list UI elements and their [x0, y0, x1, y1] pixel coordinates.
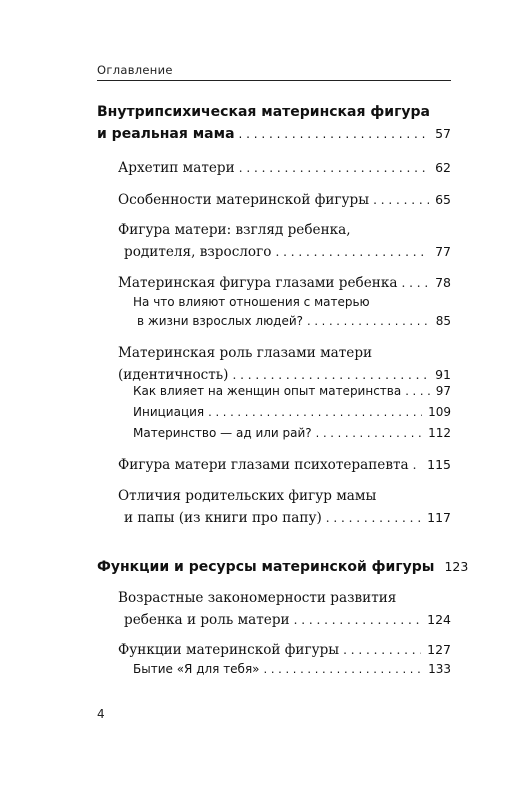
- toc-entry[interactable]: [118, 189, 451, 211]
- toc-entry[interactable]: [118, 639, 451, 661]
- toc-entry-title-line: Внутрипсихическая материнская фигура: [97, 104, 430, 120]
- dot-leader: [307, 312, 430, 331]
- toc-entry[interactable]: [118, 486, 451, 529]
- dot-leader: [264, 660, 423, 679]
- toc-page-number: 112: [428, 426, 451, 440]
- toc-entry-title-line: Фигура матери: взгляд ребенка,: [118, 222, 351, 238]
- toc-entry[interactable]: [133, 403, 451, 422]
- toc-entry[interactable]: [118, 157, 451, 179]
- toc-entry-title-line: родителя, взрослого: [124, 244, 272, 260]
- toc-entry-title-line: Особенности материнской фигуры: [118, 192, 370, 208]
- toc-page-number: 124: [427, 612, 451, 627]
- dot-leader: [208, 403, 422, 422]
- dot-leader: [405, 382, 430, 401]
- dot-leader: [316, 424, 422, 443]
- toc-entry-title-line: Фигура матери глазами психотерапевта: [118, 457, 409, 473]
- toc-page-number: 78: [435, 275, 451, 290]
- dot-leader: [413, 455, 422, 476]
- toc-entry-title-line: Отличия родительских фигур мамы: [118, 488, 377, 504]
- toc-entry[interactable]: [118, 588, 451, 631]
- toc-entry[interactable]: [133, 382, 451, 401]
- toc-entry[interactable]: [97, 102, 451, 145]
- toc-page-number: 85: [435, 314, 451, 328]
- toc-page-number: 65: [435, 192, 451, 207]
- toc-entry[interactable]: [133, 660, 451, 679]
- toc-entry-title-line: Функции и ресурсы материнской фигуры: [97, 559, 435, 575]
- toc-entry[interactable]: [133, 424, 451, 443]
- toc-page-number: 57: [435, 126, 451, 141]
- toc-page-number: 62: [435, 160, 451, 175]
- dot-leader: [239, 124, 430, 145]
- toc-entry[interactable]: [97, 556, 469, 578]
- toc-entry-title-line: ребенка и роль матери: [124, 612, 290, 628]
- toc-entry-title-line: в жизни взрослых людей?: [137, 314, 304, 328]
- toc-entry-title-line: Функции материнской фигуры: [118, 642, 340, 658]
- dot-leader: [373, 190, 429, 211]
- toc-entry-title-line: Материнская роль глазами матери: [118, 345, 373, 361]
- toc-page-number: 97: [435, 384, 451, 398]
- toc-entry-title-line: и папы (из книги про папу): [124, 510, 322, 526]
- toc-page-number: 91: [435, 367, 451, 382]
- dot-leader: [294, 610, 422, 631]
- toc-entry-title-line: (идентичность): [118, 367, 229, 383]
- dot-leader: [326, 508, 421, 529]
- dot-leader: [343, 640, 421, 661]
- toc-page-number: 109: [428, 405, 451, 419]
- toc-entry-title-line: Архетип матери: [118, 160, 235, 176]
- toc-entry-title-line: Инициация: [133, 405, 205, 419]
- toc-page-number: 117: [427, 510, 451, 525]
- toc-page-number: 77: [435, 244, 451, 259]
- toc-entry[interactable]: [133, 293, 451, 331]
- toc-page-number: 115: [427, 457, 451, 472]
- page-number: 4: [97, 707, 105, 721]
- toc-entry[interactable]: [118, 343, 451, 386]
- toc-page-number: 133: [428, 662, 451, 676]
- running-header: Оглавление: [97, 63, 173, 77]
- toc-page-number: 127: [427, 642, 451, 657]
- toc-entry-title-line: На что влияют отношения с матерью: [133, 295, 370, 309]
- toc-page-number: 123: [444, 559, 469, 574]
- toc-entry[interactable]: [118, 454, 451, 476]
- header-rule: [97, 80, 451, 81]
- dot-leader: [401, 273, 429, 294]
- toc-entry-title-line: Как влияет на женщин опыт материнства: [133, 384, 402, 398]
- toc-entry[interactable]: [118, 272, 451, 294]
- toc-entry-title-line: и реальная мама: [97, 126, 235, 142]
- dot-leader: [275, 242, 429, 263]
- toc-entry-title-line: Бытие «Я для тебя»: [133, 662, 260, 676]
- toc-entry-title-line: Материнство — ад или рай?: [133, 426, 312, 440]
- toc-entry-title-line: Возрастные закономерности развития: [118, 590, 397, 606]
- dot-leader: [239, 158, 429, 179]
- toc-entry-title-line: Материнская фигура глазами ребенка: [118, 275, 398, 291]
- toc-entry[interactable]: [118, 220, 451, 263]
